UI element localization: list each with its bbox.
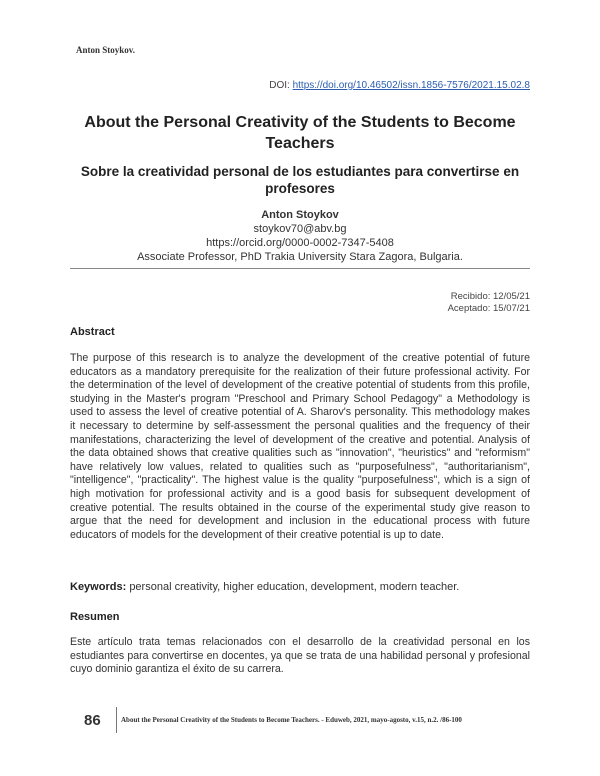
- received-date: Recibido: 12/05/21: [450, 291, 530, 302]
- keywords-line: [70, 581, 530, 593]
- doi-link[interactable]: https://doi.org/10.46502/issn.1856-7576/2021.15.02.8: [292, 80, 530, 91]
- author-affiliation: Associate Professor, PhD Trakia University Stara Zagora, Bulgaria.: [137, 251, 463, 263]
- footer-divider: [116, 707, 117, 733]
- accepted-date: Aceptado: 15/07/21: [447, 303, 530, 314]
- resumen-text: Este artículo trata temas relacionados con el desarrollo de la creatividad personal en los estudiantes para convertirse en docentes, ya que se trata de una habilidad personal y profesional cuyo dominio garantiza el éxito de su carrera.: [70, 636, 530, 676]
- author-block: [70, 208, 530, 264]
- keywords-text: personal creativity, higher education, development, modern teacher.: [129, 581, 460, 593]
- author-email: stoykov70@abv.bg: [253, 223, 347, 235]
- keywords-label: Keywords:: [70, 581, 127, 593]
- resumen-heading: Resumen: [70, 611, 120, 623]
- title-english: About the Personal Creativity of the Students to Become Teachers: [84, 114, 516, 152]
- dates-block: [448, 291, 530, 315]
- separator-rule: [70, 268, 530, 269]
- abstract-heading: Abstract: [70, 326, 115, 338]
- doi-line: [269, 80, 530, 91]
- footer-citation: About the Personal Creativity of the Students to Become Teachers. - Eduweb, 2021, mayo-agosto, v.15, n.2. /86-100: [121, 716, 462, 724]
- author-name: Anton Stoykov: [261, 209, 339, 221]
- author-orcid: https://orcid.org/0000-0002-7347-5408: [206, 237, 394, 249]
- page-number: 86: [84, 712, 101, 729]
- doi-label: DOI:: [269, 80, 290, 91]
- running-head: Anton Stoykov.: [76, 45, 136, 55]
- abstract-text: The purpose of this research is to analyze the development of the creative potential of future educators as a mandatory prerequisite for the realization of their future professional activity. For the determination of the level of development of the creative potential of students from this profile, studying in the Master's program "Preschool and Primary School Pedagogy" a Methodology is used to assess the level of creative potential of A. Sharov's personality. This methodology makes it necessary to determine by self-assessment the personal qualities and the frequency of their manifestations, characterizing the level of development of the creative and potential. Analysis of the data obtained shows that creative qualities such as "innovation", "heuristics" and "reformism" have relatively low values, related to qualities such as "purposefulness", "authoritarianism", "intelligence", "practicality". The highest value is the quality "purposefulness", which is a sign of high motivation for professional activity and is a good basis for subsequent development of creative potential. The results obtained in the course of the experimental study give reason to argue that the need for development and inclusion in the educational process with future educators of models for the development of their creative potential is up to date.: [70, 352, 530, 541]
- title-spanish: Sobre la creatividad personal de los estudiantes para convertirse en profesores: [80, 164, 520, 196]
